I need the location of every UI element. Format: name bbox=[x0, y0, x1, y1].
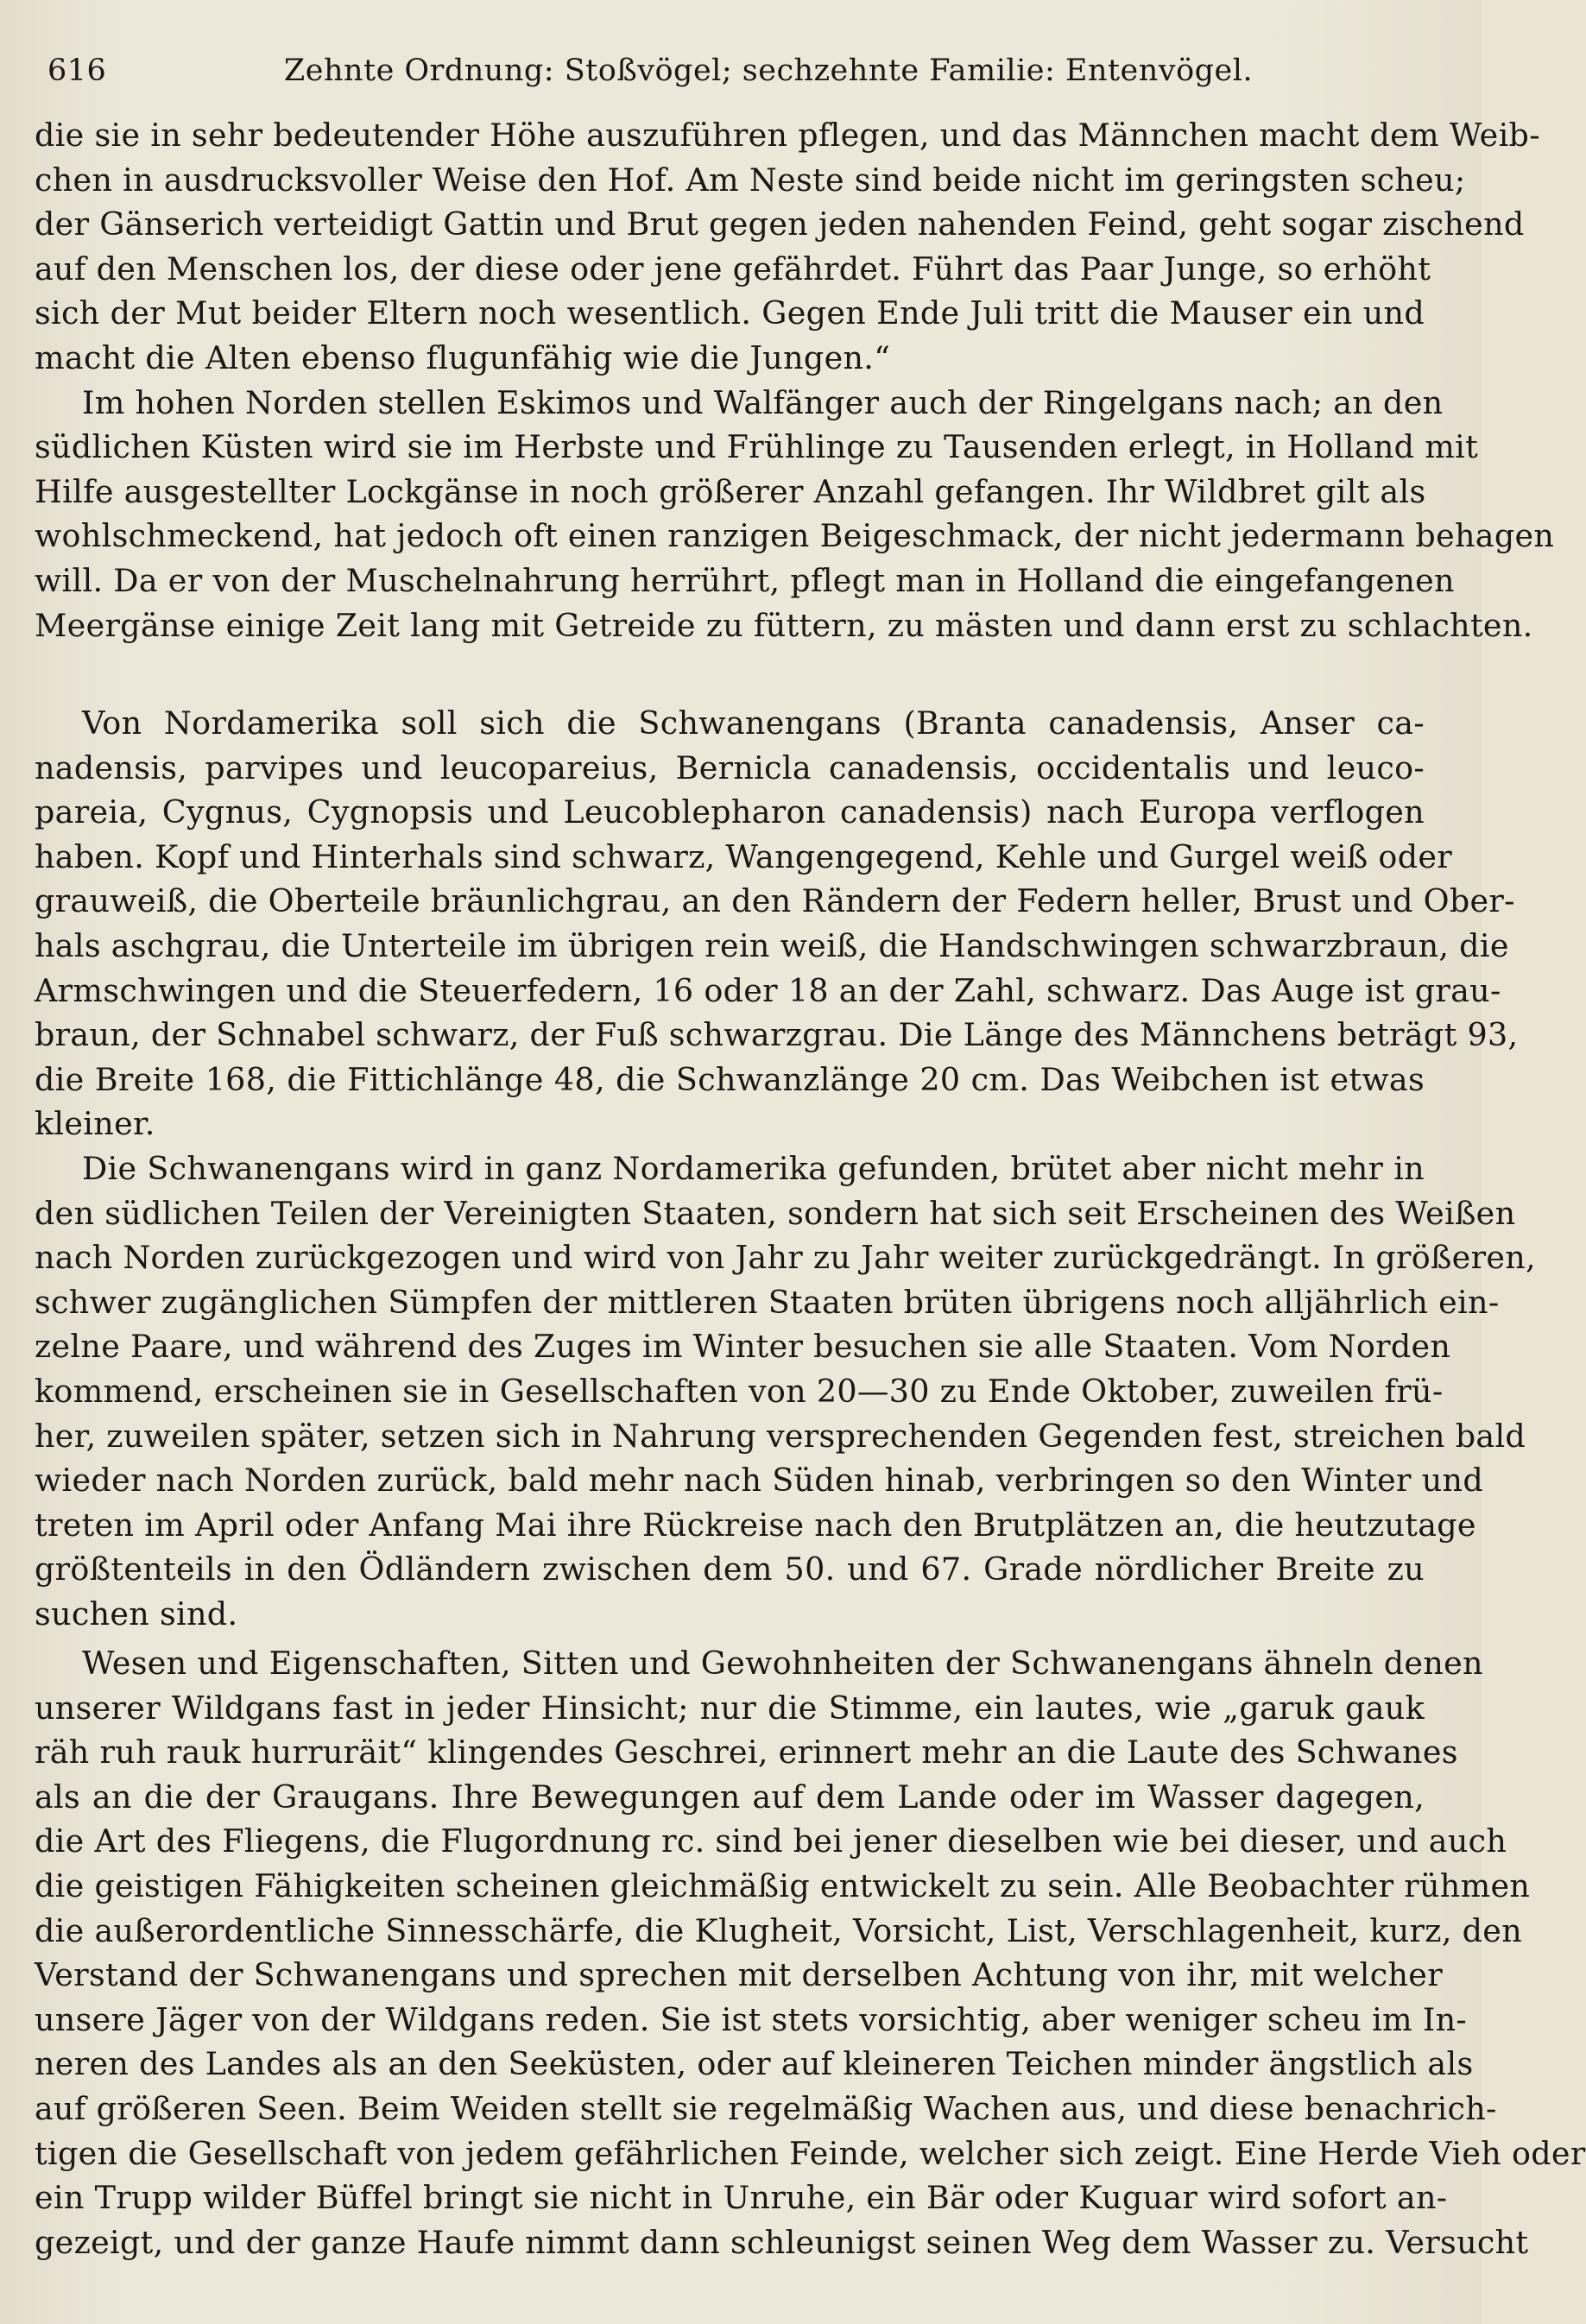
text-line: schwer zugänglichen Sümpfen der mittleren Staaten brüten übrigens noch alljährlich ein- bbox=[35, 1283, 1500, 1321]
text-line: nadensis, parvipes und leucopareius, Bernicla canadensis, occidentalis und leuco- bbox=[35, 748, 1425, 786]
text-line: die Art des Fliegens, die Flugordnung rc. sind bei jener dieselben wie bei dieser, und auch bbox=[35, 1822, 1507, 1860]
text-block-wesen bbox=[35, 1641, 1586, 2264]
text-line: auf größeren Seen. Beim Weiden stellt sie regelmäßig Wachen aus, und diese benachrich- bbox=[35, 2089, 1497, 2127]
text-line: Wesen und Eigenschaften, Sitten und Gewohnheiten der Schwanengans ähneln denen bbox=[82, 1645, 1483, 1682]
text-line: gezeigt, und der ganze Haufe nimmt dann schleunigst seinen Weg dem Wasser zu. Versucht bbox=[35, 2223, 1529, 2261]
text-line: tigen die Gesellschaft von jedem gefährlichen Feinde, welcher sich zeigt. Eine Herde Vieh oder bbox=[35, 2134, 1586, 2172]
text-line: die geistigen Fähigkeiten scheinen gleichmäßig entwickelt zu sein. Alle Beobachter rühmen bbox=[35, 1866, 1531, 1904]
text-line: sich der Mut beider Eltern noch wesentlich. Gegen Ende Juli tritt die Mauser ein und bbox=[35, 294, 1425, 332]
text-line: südlichen Küsten wird sie im Herbste und Frühlinge zu Tausenden erlegt, in Holland mit bbox=[35, 428, 1479, 466]
page-header bbox=[47, 45, 1438, 97]
text-line: grauweiß, die Oberteile bräunlichgrau, an den Rändern der Federn heller, Brust und Ober- bbox=[35, 882, 1515, 920]
text-line: auf den Menschen los, der diese oder jene gefährdet. Führt das Paar Junge, so erhöht bbox=[35, 249, 1431, 287]
page-number: 616 bbox=[47, 54, 107, 88]
text-line: Von Nordamerika soll sich die Schwanengans (Branta canadensis, Anser ca- bbox=[82, 704, 1425, 742]
text-line: den südlichen Teilen der Vereinigten Staaten, sondern hat sich seit Erscheinen des Weißen bbox=[35, 1194, 1516, 1232]
text-line: die Breite 168, die Fittichlänge 48, die Schwanzlänge 20 cm. Das Weibchen ist etwas bbox=[35, 1060, 1425, 1098]
text-line: Meergänse einige Zeit lang mit Getreide zu füttern, zu mästen und dann erst zu schlachten. bbox=[35, 606, 1533, 644]
text-line: Die Schwanengans wird in ganz Nordamerika gefunden, brütet aber nicht mehr in bbox=[82, 1149, 1425, 1187]
text-line: suchen sind. bbox=[35, 1595, 238, 1632]
text-line: wohlschmeckend, hat jedoch oft einen ranzigen Beigeschmack, der nicht jedermann behagen bbox=[35, 517, 1555, 555]
text-line: Verstand der Schwanengans und sprechen mit derselben Achtung von ihr, mit welcher bbox=[35, 1956, 1443, 1994]
text-line: neren des Landes als an den Seeküsten, oder auf kleineren Teichen minder ängstlich als bbox=[35, 2045, 1474, 2083]
text-line: wieder nach Norden zurück, bald mehr nach Süden hinab, verbringen so den Winter und bbox=[35, 1462, 1483, 1500]
text-line: die sie in sehr bedeutender Höhe auszuführen pflegen, und das Männchen macht dem Weib- bbox=[35, 117, 1540, 154]
text-line: unserer Wildgans fast in jeder Hinsicht; nur die Stimme, ein lautes, wie „garuk gauk bbox=[35, 1689, 1425, 1727]
text-line: hals aschgrau, die Unterteile im übrigen rein weiß, die Handschwingen schwarzbraun, die bbox=[35, 926, 1509, 964]
text-block-schwanengans bbox=[35, 701, 1536, 1636]
text-line: Im hohen Norden stellen Eskimos und Walfänger auch der Ringelgans nach; an den bbox=[82, 383, 1444, 421]
text-line: Hilfe ausgestellter Lockgänse in noch größerer Anzahl gefangen. Ihr Wildbret gilt als bbox=[35, 472, 1426, 510]
text-line: räh ruh rauk hurruräit“ klingendes Geschrei, erinnert mehr an die Laute des Schwanes bbox=[35, 1734, 1458, 1771]
text-line: will. Da er von der Muschelnahrung herrührt, pflegt man in Holland die eingefangenen bbox=[35, 561, 1455, 599]
text-line: ein Trupp wilder Büffel bringt sie nicht in Unruhe, ein Bär oder Kuguar wird sofort an- bbox=[35, 2179, 1448, 2217]
text-line: unsere Jäger von der Wildgans reden. Sie ist stets vorsichtig, aber weniger scheu im In- bbox=[35, 2000, 1468, 2038]
running-head: Zehnte Ordnung: Stoßvögel; sechzehnte Familie: Entenvögel. bbox=[283, 54, 1254, 88]
text-line: größtenteils in den Ödländern zwischen dem 50. und 67. Grade nördlicher Breite zu bbox=[35, 1550, 1425, 1588]
text-line: Armschwingen und die Steuerfedern, 16 oder 18 an der Zahl, schwarz. Das Auge ist grau- bbox=[35, 971, 1501, 1009]
text-line: treten im April oder Anfang Mai ihre Rückreise nach den Brutplätzen an, die heutzutage bbox=[35, 1506, 1476, 1544]
text-line: nach Norden zurückgezogen und wird von Jahr zu Jahr weiter zurückgedrängt. In größeren, bbox=[35, 1239, 1536, 1277]
text-line: die außerordentliche Sinnesschärfe, die Klugheit, Vorsicht, List, Verschlagenheit, kurz, den bbox=[35, 1911, 1522, 1949]
text-line: als an die der Graugans. Ihre Bewegungen auf dem Lande oder im Wasser dagegen, bbox=[35, 1778, 1425, 1816]
text-line: pareia, Cygnus, Cygnopsis und Leucoblepharon canadensis) nach Europa verflogen bbox=[35, 793, 1425, 831]
text-line: kommend, erscheinen sie in Gesellschaften von 20—30 zu Ende Oktober, zuweilen frü- bbox=[35, 1372, 1444, 1410]
text-block-ringelgans bbox=[35, 113, 1555, 647]
text-line: zelne Paare, und während des Zuges im Winter besuchen sie alle Staaten. Vom Norden bbox=[35, 1328, 1451, 1366]
text-line: haben. Kopf und Hinterhals sind schwarz, Wangengegend, Kehle und Gurgel weiß oder bbox=[35, 837, 1453, 875]
text-line: braun, der Schnabel schwarz, der Fuß schwarzgrau. Die Länge des Männchens beträgt 93, bbox=[35, 1016, 1519, 1054]
text-line: kleiner. bbox=[35, 1105, 155, 1143]
text-line: her, zuweilen später, setzen sich in Nahrung versprechenden Gegenden fest, streichen bald bbox=[35, 1417, 1526, 1455]
text-line: macht die Alten ebenso flugunfähig wie die Jungen.“ bbox=[35, 338, 891, 376]
text-line: der Gänserich verteidigt Gattin und Brut gegen jeden nahenden Feind, geht sogar zischend bbox=[35, 205, 1525, 243]
text-line: chen in ausdrucksvoller Weise den Hof. Am Neste sind beide nicht im geringsten scheu; bbox=[35, 161, 1466, 199]
